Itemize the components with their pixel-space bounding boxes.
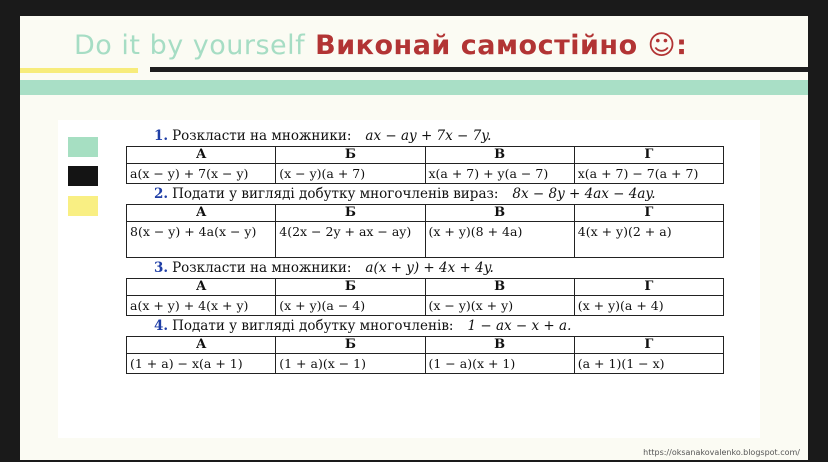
task-list [126,126,726,374]
option-v[interactable]: (x − y)(x + y) [425,296,574,316]
option-g[interactable]: 4(x + y)(2 + a) [574,222,723,258]
option-header-g: Г [574,147,723,164]
task-number: 2. [154,186,169,202]
task-2-options [126,204,724,258]
window-top-bar [0,0,828,16]
option-header-a: А [127,205,276,222]
task-expression: a(x + y) + 4x + 4y. [365,260,494,276]
mint-accent-band [20,80,808,95]
table-row [127,296,724,316]
option-b[interactable]: 4(2x − 2y + ax − ay) [276,222,425,258]
option-header-a: А [127,279,276,296]
option-header-v: В [425,205,574,222]
option-header-b: Б [276,205,425,222]
option-a[interactable]: 8(x − y) + 4a(x − y) [127,222,276,258]
option-header-b: Б [276,279,425,296]
task-2-title [126,184,726,204]
option-a[interactable]: (1 + a) − x(a + 1) [127,354,276,374]
black-swatch [68,166,98,186]
task-4-title [126,316,726,336]
task-3-title [126,258,726,278]
option-header-v: В [425,279,574,296]
table-row [127,147,724,164]
source-url: https://oksanakovalenko.blogspot.com/ [643,448,800,457]
table-row [127,205,724,222]
option-v[interactable]: (x + y)(8 + 4a) [425,222,574,258]
option-header-v: В [425,337,574,354]
option-header-v: В [425,147,574,164]
slide-title [74,26,687,66]
option-b[interactable]: (x + y)(a − 4) [276,296,425,316]
table-row [127,164,724,184]
title-english: Do it by yourself [74,30,306,61]
option-header-a: А [127,147,276,164]
option-header-g: Г [574,279,723,296]
option-header-g: Г [574,337,723,354]
task-number: 4. [154,318,169,334]
option-g[interactable]: x(a + 7) − 7(a + 7) [574,164,723,184]
task-number: 1. [154,128,169,144]
option-v[interactable]: x(a + 7) + y(a − 7) [425,164,574,184]
task-text: Розкласти на множники: [172,260,352,276]
task-text: Розкласти на множники: [172,128,352,144]
exercise-panel [58,120,760,438]
task-expression: 8x − 8y + 4ax − 4ay. [512,186,656,202]
option-a[interactable]: a(x + y) + 4(x + y) [127,296,276,316]
task-1-options [126,146,724,184]
option-b[interactable]: (x − y)(a + 7) [276,164,425,184]
option-header-g: Г [574,205,723,222]
mint-swatch [68,137,98,157]
table-row [127,337,724,354]
option-v[interactable]: (1 − a)(x + 1) [425,354,574,374]
option-header-b: Б [276,147,425,164]
option-header-a: А [127,337,276,354]
task-3-options [126,278,724,316]
black-accent-line [150,67,808,72]
task-number: 3. [154,260,169,276]
table-row [127,222,724,258]
option-b[interactable]: (1 + a)(x − 1) [276,354,425,374]
task-text: Подати у вигляді добутку многочленів: [172,318,454,334]
yellow-swatch [68,196,98,216]
option-g[interactable]: (a + 1)(1 − x) [574,354,723,374]
option-a[interactable]: a(x − y) + 7(x − y) [127,164,276,184]
task-text: Подати у вигляді добутку многочленів вираз: [172,186,499,202]
task-expression: 1 − ax − x + a. [467,318,572,334]
task-expression: ax − ay + 7x − 7y. [365,128,492,144]
yellow-accent-line [20,68,138,73]
slide [20,16,808,460]
task-4-options [126,336,724,374]
task-1-title [126,126,726,146]
option-g[interactable]: (x + y)(a + 4) [574,296,723,316]
option-header-b: Б [276,337,425,354]
table-row [127,354,724,374]
title-ukrainian: Виконай самостійно ☺: [315,30,688,61]
table-row [127,279,724,296]
